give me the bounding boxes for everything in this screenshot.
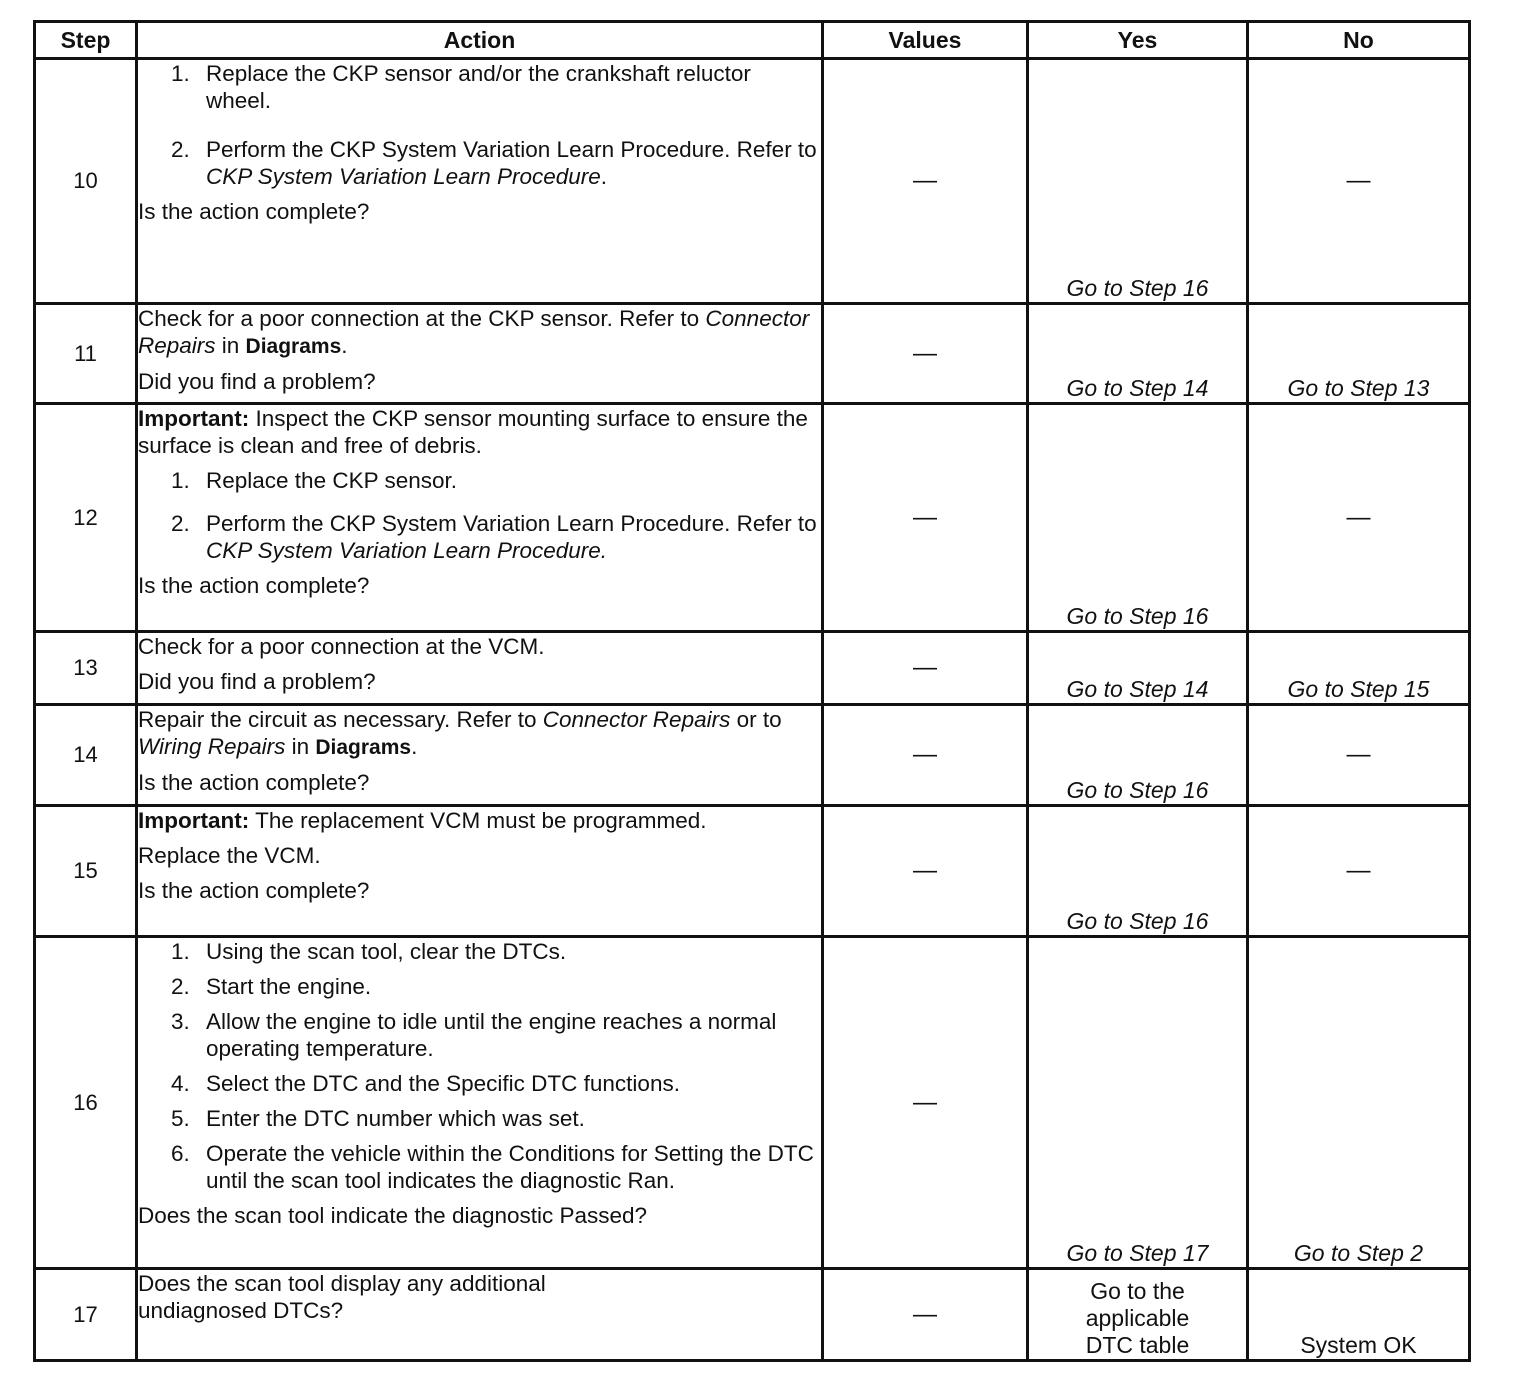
action-text <box>138 706 821 761</box>
table-row <box>35 937 1470 1269</box>
step-number: 12 <box>35 404 137 632</box>
header-no: No <box>1248 22 1470 59</box>
important-note <box>138 405 821 459</box>
list-item: 6. Operate the vehicle within the Conditions for Setting the DTC until the scan tool indicates the diagnostic Ran. <box>196 1140 821 1194</box>
list-item: 1. Replace the CKP sensor and/or the crankshaft reluctor wheel. <box>196 60 821 114</box>
action-list <box>138 467 821 564</box>
header-yes: Yes <box>1028 22 1248 59</box>
step-number: 11 <box>35 304 137 404</box>
table-row <box>35 304 1470 404</box>
punctuation: . <box>600 164 608 189</box>
yes-line: DTC table <box>1085 1332 1190 1358</box>
connector-word: or to <box>730 707 782 732</box>
action-sentence: Check for a poor connection at the CKP sensor. Refer to <box>138 306 706 331</box>
procedure-reference: CKP System Variation Learn Procedure <box>206 164 601 189</box>
values-cell: — <box>823 705 1028 806</box>
action-cell <box>137 1269 823 1361</box>
no-cell: — <box>1248 59 1470 304</box>
action-cell <box>137 304 823 404</box>
list-item: 2. Start the engine. <box>196 973 821 1000</box>
question-text: Is the action complete? <box>138 878 370 903</box>
action-cell <box>137 404 823 632</box>
list-item: 4. Select the DTC and the Specific DTC functions. <box>196 1070 821 1097</box>
yes-line: Go to the <box>1090 1278 1185 1304</box>
no-cell: Go to Step 15 <box>1248 632 1470 705</box>
important-label: Important: <box>138 808 250 833</box>
procedure-reference: CKP System Variation Learn Procedure. <box>206 538 608 563</box>
action-text: Replace the VCM. <box>138 843 321 868</box>
action-cell <box>137 632 823 705</box>
table-row <box>35 705 1470 806</box>
connector-word: in <box>215 333 246 358</box>
action-cell <box>137 59 823 304</box>
list-item: 1. Replace the CKP sensor. <box>196 467 821 494</box>
step-number: 16 <box>35 937 137 1269</box>
values-cell: — <box>823 937 1028 1269</box>
important-text: The replacement VCM must be programmed. <box>249 808 707 833</box>
table-row <box>35 1269 1470 1361</box>
question-text: Did you find a problem? <box>138 669 376 694</box>
yes-line: applicable <box>1085 1305 1190 1331</box>
action-list <box>138 60 821 190</box>
connector-word: in <box>285 734 316 759</box>
question-text: Does the scan tool indicate the diagnostic Passed? <box>138 1203 648 1228</box>
no-cell: Go to Step 13 <box>1248 304 1470 404</box>
yes-cell <box>1028 1269 1248 1361</box>
values-cell: — <box>823 806 1028 937</box>
action-cell <box>137 806 823 937</box>
punctuation: . <box>341 333 348 358</box>
question-text: Is the action complete? <box>138 199 370 224</box>
list-item <box>196 136 821 190</box>
diagrams-reference: Diagrams <box>315 736 412 759</box>
no-cell: Go to Step 2 <box>1248 937 1470 1269</box>
list-item: 1. Using the scan tool, clear the DTCs. <box>196 938 821 965</box>
values-cell: — <box>823 1269 1028 1361</box>
yes-cell: Go to Step 16 <box>1028 59 1248 304</box>
header-action: Action <box>137 22 823 59</box>
yes-cell: Go to Step 14 <box>1028 632 1248 705</box>
values-cell: — <box>823 632 1028 705</box>
question-text: Is the action complete? <box>138 573 370 598</box>
question-text: Did you find a problem? <box>138 369 376 394</box>
action-list <box>138 938 821 1194</box>
important-text: Inspect the CKP sensor mounting surface to ensure the surface is clean and free of debris. <box>138 406 808 458</box>
header-row <box>35 22 1470 59</box>
diagrams-reference: Diagrams <box>245 335 342 358</box>
step-number: 13 <box>35 632 137 705</box>
values-cell: — <box>823 59 1028 304</box>
header-values: Values <box>823 22 1028 59</box>
list-item: 3. Allow the engine to idle until the engine reaches a normal operating temperature. <box>196 1008 821 1062</box>
connector-repairs-reference: Connector Repairs <box>138 306 810 358</box>
table-row <box>35 806 1470 937</box>
table-row <box>35 404 1470 632</box>
no-cell: — <box>1248 705 1470 806</box>
yes-cell: Go to Step 16 <box>1028 705 1248 806</box>
question-text: Does the scan tool display any additional undiagnosed DTCs? <box>138 1271 546 1323</box>
no-cell: — <box>1248 806 1470 937</box>
important-note <box>138 807 821 834</box>
list-item <box>196 510 821 564</box>
list-item-text: Perform the CKP System Variation Learn Procedure. Refer to <box>206 511 817 536</box>
values-cell: — <box>823 404 1028 632</box>
no-cell: — <box>1248 404 1470 632</box>
wiring-repairs-reference: Wiring Repairs <box>138 734 286 759</box>
list-item: 5. Enter the DTC number which was set. <box>196 1105 821 1132</box>
punctuation: . <box>411 734 418 759</box>
no-cell: System OK <box>1248 1269 1470 1361</box>
yes-cell: Go to Step 16 <box>1028 806 1248 937</box>
step-number: 10 <box>35 59 137 304</box>
action-cell <box>137 705 823 806</box>
yes-cell: Go to Step 17 <box>1028 937 1248 1269</box>
action-text <box>138 305 821 360</box>
action-cell <box>137 937 823 1269</box>
table-row <box>35 59 1470 304</box>
action-sentence: Repair the circuit as necessary. Refer to <box>138 707 543 732</box>
list-item-text: Perform the CKP System Variation Learn Procedure. Refer to <box>206 137 817 162</box>
step-number: 15 <box>35 806 137 937</box>
action-text: Check for a poor connection at the VCM. <box>138 634 545 659</box>
step-number: 14 <box>35 705 137 806</box>
step-number: 17 <box>35 1269 137 1361</box>
connector-repairs-reference: Connector Repairs <box>542 707 731 732</box>
diagnostic-table <box>33 20 1471 1362</box>
yes-cell: Go to Step 14 <box>1028 304 1248 404</box>
question-text: Is the action complete? <box>138 770 370 795</box>
yes-cell: Go to Step 16 <box>1028 404 1248 632</box>
header-step: Step <box>35 22 137 59</box>
values-cell: — <box>823 304 1028 404</box>
table-row <box>35 632 1470 705</box>
important-label: Important: <box>138 406 250 431</box>
